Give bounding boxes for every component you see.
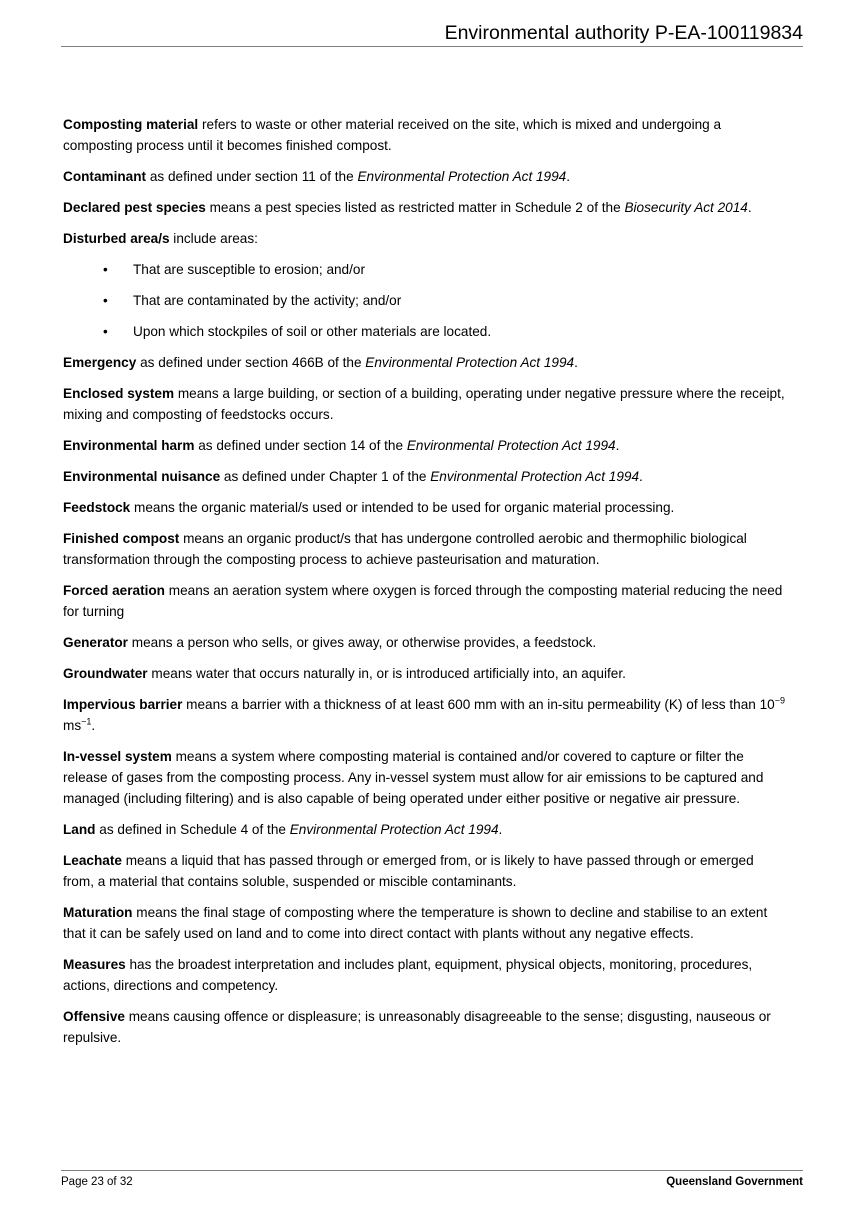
page-header <box>61 20 803 47</box>
definition-land: Land as defined in Schedule 4 of the Environmental Protection Act 1994. <box>63 822 503 837</box>
term: Contaminant <box>63 169 147 184</box>
definition-feedstock: Feedstock means the organic material/s used or intended to be used for organic material processing. <box>63 500 675 515</box>
term: Generator <box>63 635 128 650</box>
definition-disturbed-area: Disturbed area/s include areas: <box>63 231 258 246</box>
definition-in-vessel-system: In-vessel system means a system where composting material is contained and/or covered to capture or filter the release of gases from the composting process. Any in-vessel system must allow for air emissions to be captured and managed (including filtering) and is also capable of being operated under either positive or negative air pressure. <box>63 749 764 806</box>
page-footer <box>61 1170 803 1188</box>
definition-contaminant: Contaminant as defined under section 11 of the Environmental Protection Act 1994. <box>63 169 571 184</box>
definition-offensive: Offensive means causing offence or displeasure; is unreasonably disagreeable to the sense; disgusting, nauseous or repulsive. <box>63 1009 771 1045</box>
term: Groundwater <box>63 666 148 681</box>
definition-leachate: Leachate means a liquid that has passed through or emerged from, or is likely to have passed through or emerged from, a material that contains soluble, suspended or miscible contaminants. <box>63 853 754 889</box>
definition-declared-pest-species: Declared pest species means a pest species listed as restricted matter in Schedule 2 of the Biosecurity Act 2014. <box>63 200 752 215</box>
definition-finished-compost: Finished compost means an organic product/s that has undergone controlled aerobic and thermophilic biological transformation through the composting process to achieve pasteurisation and maturation. <box>63 531 747 567</box>
page-number: Page 23 of 32 <box>61 1176 133 1188</box>
definitions-body <box>63 114 785 1058</box>
definition-groundwater: Groundwater means water that occurs naturally in, or is introduced artificially into, an aquifer. <box>63 666 626 681</box>
list-item: • Upon which stockpiles of soil or other materials are located. <box>63 321 785 342</box>
term: Feedstock <box>63 500 131 515</box>
term: Land <box>63 822 96 837</box>
bullet-icon: • <box>103 324 108 339</box>
term: Environmental harm <box>63 438 195 453</box>
disturbed-area-list <box>63 259 785 342</box>
term: Leachate <box>63 853 122 868</box>
term: Maturation <box>63 905 133 920</box>
list-item: • That are contaminated by the activity; and/or <box>63 290 785 311</box>
definition-generator: Generator means a person who sells, or gives away, or otherwise provides, a feedstock. <box>63 635 597 650</box>
term: Emergency <box>63 355 137 370</box>
list-item: • That are susceptible to erosion; and/or <box>63 259 785 280</box>
term: Composting material <box>63 117 199 132</box>
definition-measures: Measures has the broadest interpretation and includes plant, equipment, physical objects, monitoring, procedures, actions, directions and competency. <box>63 957 753 993</box>
term: Forced aeration <box>63 583 165 598</box>
definition-forced-aeration: Forced aeration means an aeration system where oxygen is forced through the composting material reducing the need for turning <box>63 583 783 619</box>
term: Impervious barrier <box>63 697 183 712</box>
bullet-icon: • <box>103 262 108 277</box>
definition-composting-material: Composting material refers to waste or other material received on the site, which is mixed and undergoing a composting process until it becomes finished compost. <box>63 117 722 153</box>
term: In-vessel system <box>63 749 172 764</box>
term: Measures <box>63 957 126 972</box>
organization-name: Queensland Government <box>666 1176 803 1188</box>
bullet-icon: • <box>103 293 108 308</box>
definition-maturation: Maturation means the final stage of composting where the temperature is shown to decline and stabilise to an extent that it can be safely used on land and to come into direct contact with plants without any negative effects. <box>63 905 768 941</box>
definition-enclosed-system: Enclosed system means a large building, or section of a building, operating under negative pressure where the receipt, mixing and composting of feedstocks occurs. <box>63 386 785 422</box>
term: Declared pest species <box>63 200 206 215</box>
term: Enclosed system <box>63 386 175 401</box>
term: Environmental nuisance <box>63 469 221 484</box>
term: Finished compost <box>63 531 180 546</box>
definition-impervious-barrier: Impervious barrier means a barrier with a thickness of at least 600 mm with an in-situ permeability (K) of less than $10^{-9}$ $ms^{-1}$. <box>63 695 785 733</box>
definition-environmental-harm: Environmental harm as defined under section 14 of the Environmental Protection Act 1994. <box>63 438 620 453</box>
document-title: Environmental authority P-EA-100119834 <box>444 22 803 44</box>
term: Offensive <box>63 1009 125 1024</box>
definition-environmental-nuisance: Environmental nuisance as defined under Chapter 1 of the Environmental Protection Act 1994. <box>63 469 643 484</box>
definition-emergency: Emergency as defined under section 466B of the Environmental Protection Act 1994. <box>63 355 578 370</box>
term: Disturbed area/s <box>63 231 170 246</box>
